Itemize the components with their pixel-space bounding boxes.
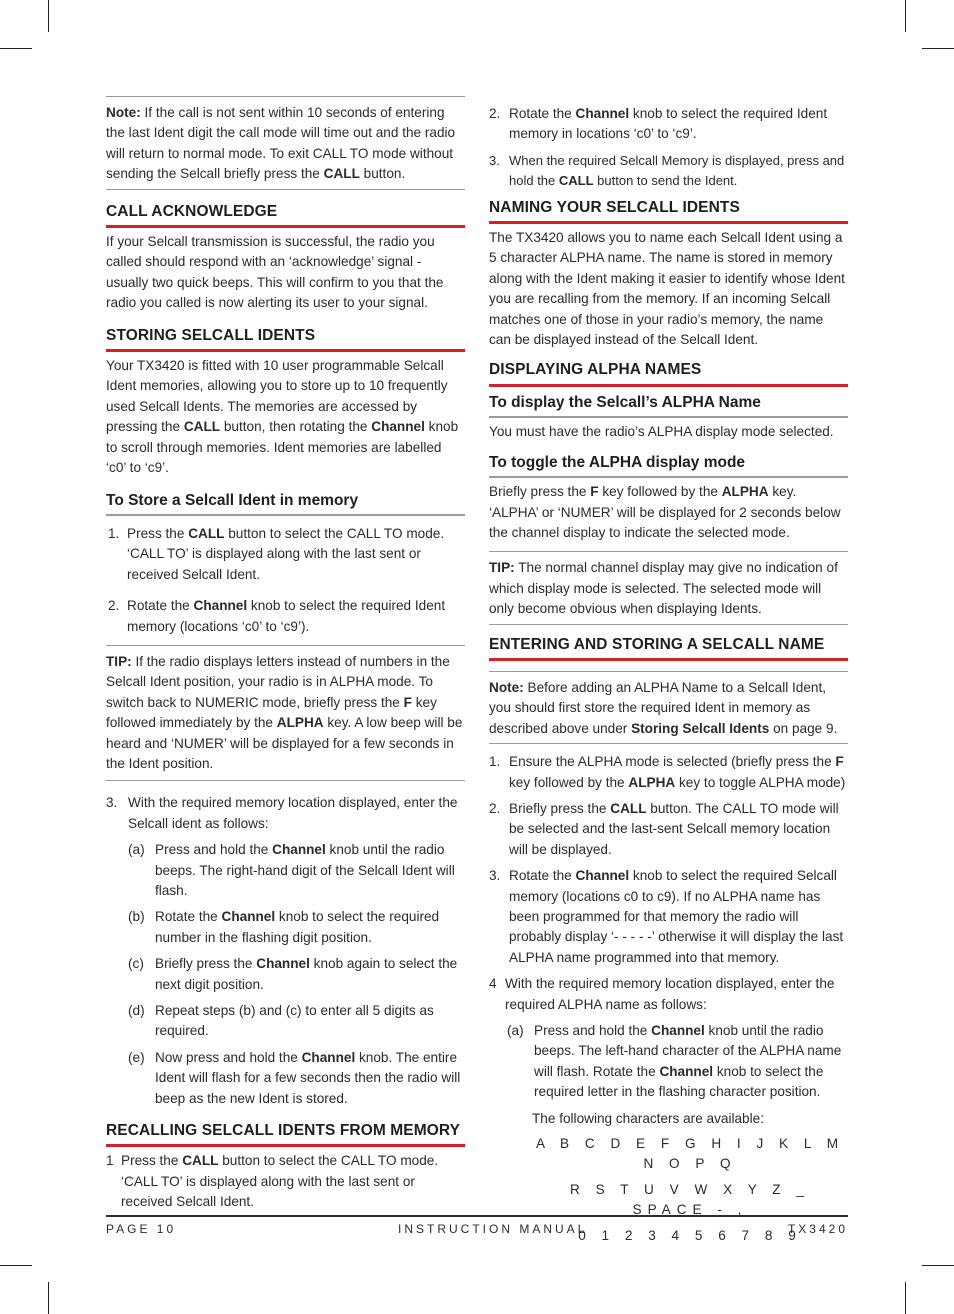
character-set-row: A B C D E F G H I J K L M N O P Q (535, 1136, 845, 1172)
paragraph: The following characters are available: (532, 1110, 764, 1126)
crop-mark (905, 0, 906, 32)
paragraph: The TX3420 allows you to name each Selcall Ident using a 5 character ALPHA name. The name is stored in memory along with the Ident making it easier to identify whose Ident you are recalling from the memory. If an incoming Selcall matches one of those in your radio’s memory, the name can be displayed instead of the Selcall Ident. (489, 230, 845, 348)
list-item: 1. Press the CALL button to select the CALL TO mode. ‘CALL TO’ is displayed along with the last sent or received Selcall Ident. (108, 525, 445, 582)
list-item: 1 Press the CALL button to select the CALL TO mode. ‘CALL TO’ is displayed along with the last sent or received Selcall Ident. (106, 1153, 439, 1210)
crop-mark (0, 1265, 32, 1266)
paragraph: Briefly press the F key followed by the ALPHA key. ‘ALPHA’ or ‘NUMER’ will be displayed for 2 seconds below the channel display to indicate the selected mode. (489, 484, 841, 540)
tip-box: TIP: If the radio displays letters instead of numbers in the Selcall Ident position, your radio is in ALPHA mode. To switch back to NUMERIC mode, briefly press the F key followed immediately by the ALPHA key. A low beep will be heard and ‘NUMER’ will be displayed for a few seconds in the Ident position. (106, 645, 465, 781)
sub-item: (a) Press and hold the Channel knob until the radio beeps. The left-hand character of the ALPHA name will flash. Rotate the Channel knob to select the required letter in the flashing character position. (507, 1023, 842, 1100)
crop-mark (922, 48, 954, 49)
sub-item: (d) Repeat steps (b) and (c) to enter all 5 digits as required. (128, 1003, 434, 1039)
list-item: 3. Rotate the Channel knob to select the required Selcall memory (locations c0 to c9). If no ALPHA name has been programmed for that memory the radio will probably display ‘- - - - -’ otherwise it will display the last ALPHA name programmed into that memory. (489, 868, 844, 965)
footer-model: TX3420 (787, 1222, 848, 1236)
list-item: 2. Briefly press the CALL button. The CALL TO mode will be selected and the last-sent Selcall memory location will be displayed. (489, 800, 839, 857)
list-item: 2. Rotate the Channel knob to select the required Ident memory (locations ‘c0’ to ‘c9’). (108, 598, 446, 634)
page-number: PAGE 10 (106, 1222, 177, 1236)
heading-recalling-selcall-idents: RECALLING SELCALL IDENTS FROM MEMORY (106, 1121, 465, 1147)
note-text: If the call is not sent within 10 seconds of entering the last Ident digit the call mode will time out and the radio will return to normal mode. To exit CALL TO mode without sending the Selcall briefly press the (106, 105, 456, 182)
left-column (106, 96, 465, 1213)
heading-entering-selcall-name: ENTERING AND STORING A SELCALL NAME (489, 635, 848, 661)
footer-title: INSTRUCTION MANUAL (398, 1222, 588, 1236)
note-text: button. (359, 166, 406, 182)
paragraph: If your Selcall transmission is successful, the radio you called should respond with an ‘acknowledge’ signal - usually two quick beeps. This will confirm to you that the radio you called is now alerting its user to your signal. (106, 234, 444, 311)
character-set-row: R S T U V W X Y Z _ SPACE - , (570, 1181, 810, 1218)
right-column (489, 104, 848, 1246)
tip-box: TIP: The normal channel display may give no indication of which display mode is selected. The selected mode will only become obvious when displaying Idents. (489, 551, 848, 624)
note-box (106, 96, 465, 190)
sub-item: (e) Now press and hold the Channel knob. The entire Ident will flash for a few seconds then the radio will beep as the new Ident is stored. (128, 1049, 461, 1106)
heading-storing-selcall-idents: STORING SELCALL IDENTS (106, 326, 465, 352)
tip-label: TIP: (489, 560, 515, 576)
heading-call-acknowledge: CALL ACKNOWLEDGE (106, 202, 465, 228)
list-item: 3. With the required memory location displayed, enter the Selcall ident as follows: (106, 795, 458, 831)
tip-label: TIP: (106, 653, 132, 669)
crop-mark (922, 1265, 954, 1266)
crop-mark (905, 1282, 906, 1314)
heading-display-alpha-name: To display the Selcall’s ALPHA Name (489, 393, 848, 418)
sub-item: (b) Rotate the Channel knob to select the required number in the flashing digit position. (128, 909, 440, 945)
heading-displaying-alpha-names: DISPLAYING ALPHA NAMES (489, 360, 848, 386)
note-label: Note: (489, 679, 524, 695)
heading-toggle-alpha-mode: To toggle the ALPHA display mode (489, 453, 848, 478)
list-item: 2. Rotate the Channel knob to select the required Ident memory in locations ‘c0’ to ‘c9’. (489, 106, 828, 142)
paragraph: Your TX3420 is fitted with 10 user programmable Selcall Ident memories, allowing you to store up to 10 frequently used Selcall Idents. The memories are accessed by pressing the CALL button, then rotating the Channel knob to scroll through memories. Ident memories are labelled ‘c0’ to ‘c9’. (106, 358, 459, 476)
note-box: Note: Before adding an ALPHA Name to a Selcall Ident, you should first store the required Ident in memory as described above under Storing Selcall Idents on page 9. (489, 671, 848, 744)
heading-store-in-memory: To Store a Selcall Ident in memory (106, 491, 465, 516)
heading-naming-selcall-idents: NAMING YOUR SELCALL IDENTS (489, 198, 848, 224)
list-item: 1. Ensure the ALPHA mode is selected (briefly press the F key followed by the ALPHA key to toggle ALPHA mode) (489, 754, 846, 790)
note-label: Note: (106, 105, 141, 120)
crop-mark (48, 0, 49, 32)
paragraph: You must have the radio’s ALPHA display mode selected. (489, 424, 834, 440)
crop-mark (48, 1282, 49, 1314)
list-item: 4 With the required memory location displayed, enter the required ALPHA name as follows: (489, 976, 835, 1012)
crop-mark (0, 48, 32, 49)
character-set-row: 0 1 2 3 4 5 6 7 8 9 (578, 1227, 802, 1243)
sub-item: (a) Press and hold the Channel knob until the radio beeps. The right-hand digit of the Selcall Ident will flash. (128, 842, 455, 898)
note-bold: CALL (323, 166, 360, 182)
sub-item: (c) Briefly press the Channel knob again to select the next digit position. (128, 956, 458, 992)
list-item: 3. When the required Selcall Memory is displayed, press and hold the CALL button to send the Ident. (489, 152, 845, 189)
